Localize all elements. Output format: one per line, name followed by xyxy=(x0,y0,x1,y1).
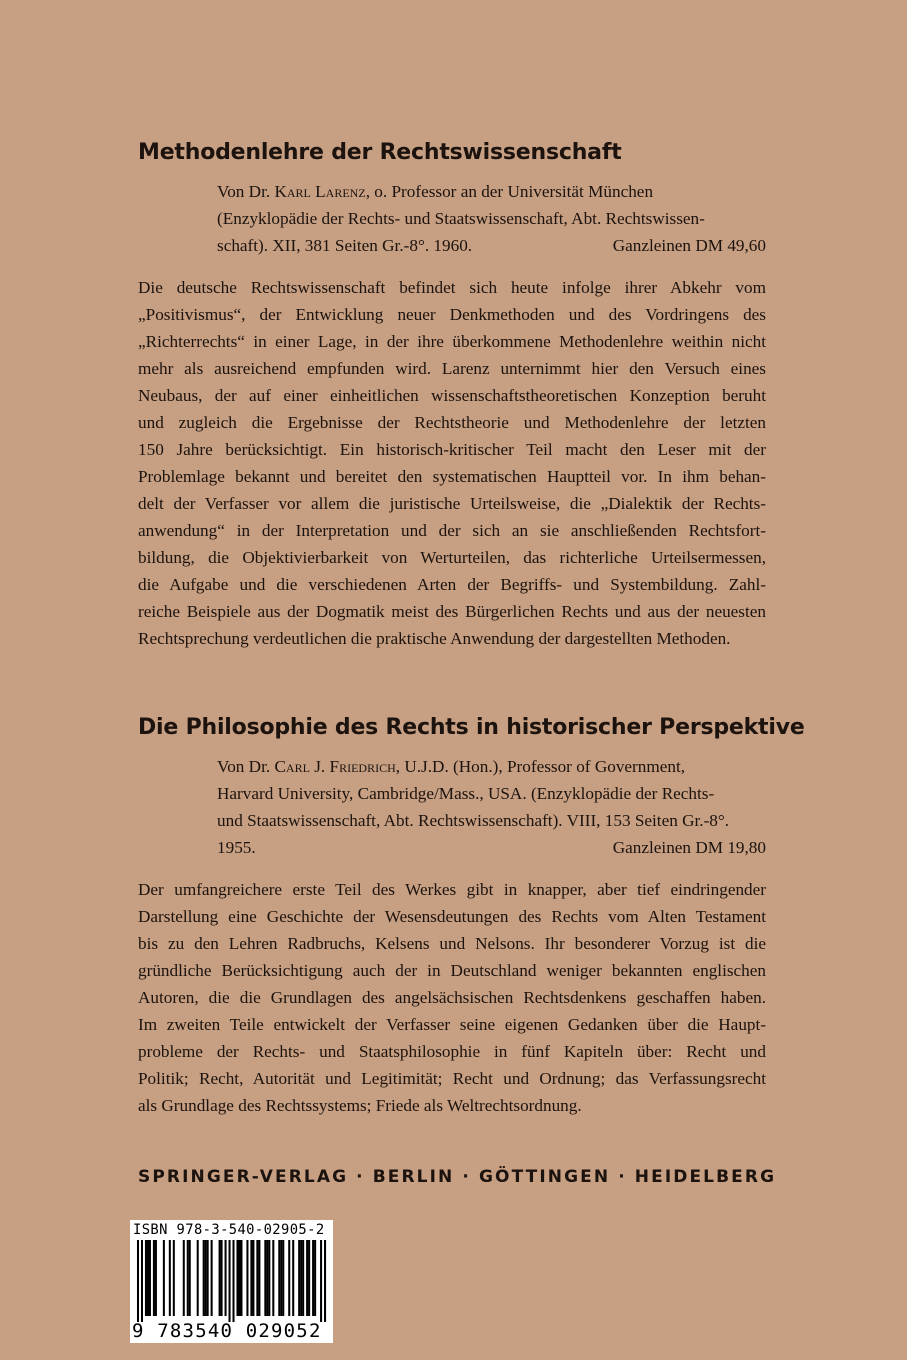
barcode-bar xyxy=(314,1240,316,1316)
description-line: „Positivismus“, der Entwicklung neuer Denkmethoden und des Vordringens des xyxy=(138,305,766,324)
barcode-bar xyxy=(246,1240,248,1316)
barcode-bar xyxy=(300,1240,302,1316)
book-description xyxy=(138,876,766,1119)
book-details: 1955. xyxy=(217,838,256,857)
barcode-bar xyxy=(306,1240,308,1316)
meta-line xyxy=(217,753,766,780)
book-entry-methodenlehre xyxy=(138,140,766,652)
book-metadata xyxy=(217,753,766,861)
meta-line xyxy=(217,178,766,205)
description-line: „Richterrechts“ in einer Lage, in der ihre überkommene Methodenlehre weithin nicht xyxy=(138,332,766,351)
barcode-bar xyxy=(211,1240,213,1316)
author-name: Karl Larenz xyxy=(274,182,366,201)
description-line: Politik; Recht, Autorität und Legitimität; Recht und Ordnung; das Verfassungsrecht xyxy=(138,1069,766,1088)
barcode-bar xyxy=(221,1240,223,1316)
barcode-bar xyxy=(268,1240,270,1316)
barcode-bar xyxy=(155,1240,157,1316)
barcode-bar xyxy=(280,1240,282,1316)
barcode-bar xyxy=(266,1240,268,1316)
barcode-bar xyxy=(147,1240,149,1316)
publisher-line: SPRINGER-VERLAG · BERLIN · GÖTTINGEN · HEIDELBERG xyxy=(138,1167,777,1187)
ean-number: 9 783540 029052 xyxy=(132,1320,322,1342)
book-metadata xyxy=(217,178,766,259)
description-line: probleme der Rechts- und Staatsphilosophie in fünf Kapiteln über: Recht und xyxy=(138,1042,766,1061)
description-line: bis zu den Lehren Radbruchs, Kelsens und Nelsons. Ihr besonderer Vorzug ist die xyxy=(138,934,766,953)
description-line: gründliche Berücksichtigung auch der in Deutschland weniger bekannten englischen xyxy=(138,961,766,980)
barcode-bar xyxy=(282,1240,284,1316)
description-line: Autoren, die die Grundlagen des angelsächsischen Rechtsdenkens geschaffen haben. xyxy=(138,988,766,1007)
author-name: Carl J. Friedrich xyxy=(274,757,396,776)
meta-text: Von Dr. xyxy=(217,757,271,776)
barcode-bar xyxy=(272,1240,274,1316)
description-line: Darstellung eine Geschichte der Wesensdeutungen des Rechts vom Alten Testament xyxy=(138,907,766,926)
barcode-bar xyxy=(205,1240,207,1316)
meta-text: , U.J.D. (Hon.), Professor of Government, xyxy=(395,757,686,776)
barcode-bar xyxy=(278,1240,280,1316)
description-line: als Grundlage des Rechtssystems; Friede als Weltrechtsordnung. xyxy=(138,1096,582,1115)
isbn-barcode xyxy=(130,1220,333,1343)
barcode-bar xyxy=(145,1240,147,1316)
barcode-bar xyxy=(308,1240,310,1316)
barcode-bar xyxy=(258,1240,260,1316)
barcode-bar xyxy=(141,1240,143,1322)
barcode-bar xyxy=(163,1240,165,1316)
book-title: Die Philosophie des Rechts in historischer Perspektive xyxy=(138,715,805,740)
barcode-bar xyxy=(153,1240,155,1316)
barcode-bar xyxy=(298,1240,300,1316)
barcode-bar xyxy=(256,1240,258,1316)
barcode-bar xyxy=(238,1240,240,1316)
meta-line xyxy=(217,232,766,259)
description-line: Neubaus, der auf einer einheitlichen wissenschaftstheoretischen Konzeption beruht xyxy=(138,386,766,405)
barcode-bar xyxy=(320,1240,322,1322)
barcode-bar xyxy=(252,1240,254,1316)
meta-line: (Enzyklopädie der Rechts- und Staatswissenschaft, Abt. Rechtswissen- xyxy=(217,209,705,228)
book-entry-philosophie xyxy=(138,715,805,1119)
meta-line: und Staatswissenschaft, Abt. Rechtswissenschaft). VIII, 153 Seiten Gr.-8°. xyxy=(217,811,730,830)
barcode-bar xyxy=(203,1240,205,1316)
barcode-bar xyxy=(207,1240,209,1316)
barcode-bar xyxy=(225,1240,227,1316)
barcode-bar xyxy=(137,1240,139,1322)
barcode-bar xyxy=(324,1240,326,1322)
barcode-bars xyxy=(133,1240,330,1322)
barcode-bar xyxy=(197,1240,199,1316)
barcode-bar xyxy=(187,1240,189,1316)
price: Ganzleinen DM 49,60 xyxy=(612,236,766,255)
description-line: 150 Jahre berücksichtigt. Ein historisch-kritischer Teil macht den Leser mit der xyxy=(138,440,766,459)
description-line: Die deutsche Rechtswissenschaft befindet sich heute infolge ihrer Abkehr vom xyxy=(138,278,766,297)
barcode-bar xyxy=(232,1240,234,1322)
description-line: anwendung“ in der Interpretation und der sich an sie anschließenden Rechtsfort- xyxy=(138,521,766,540)
description-line: bildung, die Objektivierbarkeit von Werturteilen, das richterliche Urteilsermessen, xyxy=(138,548,766,567)
barcode-bar xyxy=(236,1240,238,1316)
isbn-label: ISBN 978-3-540-02905-2 xyxy=(133,1222,325,1238)
barcode-bar xyxy=(240,1240,242,1316)
description-line: die Aufgabe und die verschiedenen Arten der Begriffs- und Systembildung. Zahl- xyxy=(138,575,766,594)
barcode-bar xyxy=(312,1240,314,1316)
description-line: Im zweiten Teile entwickelt der Verfasser seine eigenen Gedanken über die Haupt- xyxy=(138,1015,766,1034)
barcode-bar xyxy=(173,1240,175,1316)
barcode-bar xyxy=(250,1240,252,1316)
barcode-bar xyxy=(229,1240,231,1322)
description-line: delt der Verfasser vor allem die juristische Urteilsweise, die „Dialektik der Rechts- xyxy=(138,494,766,513)
barcode-bar xyxy=(189,1240,191,1316)
description-line: reiche Beispiele aus der Dogmatik meist des Bürgerlichen Rechts und aus der neuesten xyxy=(138,602,766,621)
barcode-bar xyxy=(302,1240,304,1316)
description-line: Problemlage bekannt und bereitet den systematischen Hauptteil vor. In ihm behan- xyxy=(138,467,766,486)
meta-line xyxy=(217,834,766,861)
barcode-bar xyxy=(149,1240,151,1316)
description-line: Rechtsprechung verdeutlichen die praktische Anwendung der dargestellten Methoden. xyxy=(138,629,731,648)
description-line: und zugleich die Ergebnisse der Rechtstheorie und Methodenlehre der letzten xyxy=(138,413,766,432)
barcode-bar xyxy=(288,1240,290,1316)
price: Ganzleinen DM 19,80 xyxy=(612,838,766,857)
meta-text: Von Dr. xyxy=(217,182,271,201)
meta-line: Harvard University, Cambridge/Mass., USA. (Enzyklopädie der Rechts- xyxy=(217,784,715,803)
description-line: mehr als ausreichend empfunden wird. Larenz unternimmt hier den Versuch eines xyxy=(138,359,766,378)
description-line: Der umfangreichere erste Teil des Werkes gibt in knapper, aber tief eindringender xyxy=(138,880,766,899)
book-title: Methodenlehre der Rechtswissenschaft xyxy=(138,140,622,165)
barcode-bar xyxy=(183,1240,185,1316)
barcode-bar xyxy=(169,1240,171,1316)
meta-text: , o. Professor an der Universität München xyxy=(365,182,654,201)
book-description xyxy=(138,274,766,652)
barcode-bar xyxy=(219,1240,221,1316)
barcode-bar xyxy=(264,1240,266,1316)
book-details: schaft). XII, 381 Seiten Gr.-8°. 1960. xyxy=(217,236,473,255)
barcode-bar xyxy=(292,1240,294,1316)
